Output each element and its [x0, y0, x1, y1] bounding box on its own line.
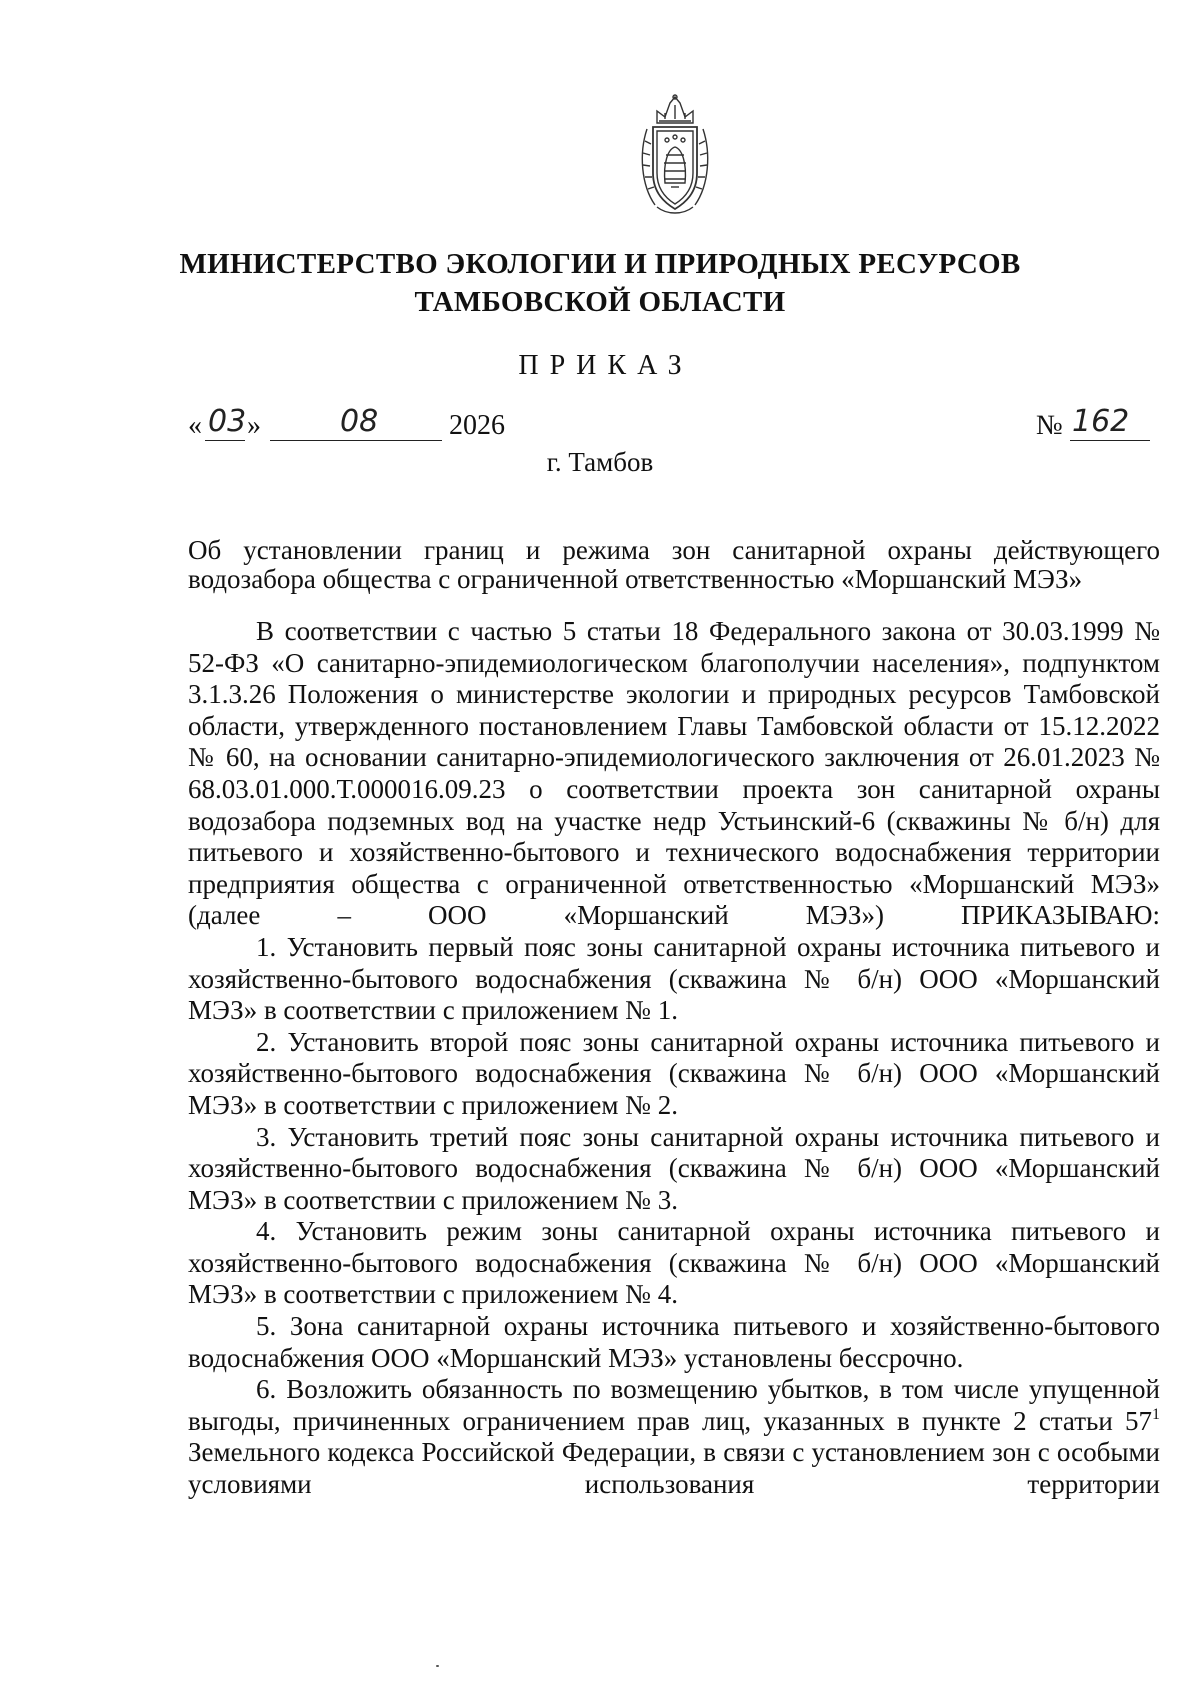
ministry-name-line1: МИНИСТЕРСТВО ЭКОЛОГИИ И ПРИРОДНЫХ РЕСУРСОВ — [179, 248, 1021, 280]
ministry-name-line2: ТАМБОВСКОЙ ОБЛАСТИ — [414, 286, 786, 318]
order-body — [188, 616, 1160, 1501]
order-number: 162 — [1072, 404, 1130, 439]
item-6-superscript: 1 — [1152, 1405, 1160, 1423]
item-5-paragraph: 5. Зона санитарной охраны источника питьевого и хозяйственно-бытового водоснабжения ООО «Моршанский МЭЗ» установлены бессрочно. — [188, 1311, 1160, 1373]
tambov-coat-of-arms-icon — [635, 93, 715, 218]
order-subject: Об установлении границ и режима зон санитарной охраны действующего водозабора общества с ограниченной ответственностью «Моршанский МЭЗ» — [188, 535, 1160, 594]
scan-speck — [436, 1665, 439, 1667]
document-type: ПРИКАЗ — [518, 350, 693, 381]
order-number-label: № — [1036, 410, 1063, 441]
item-6-paragraph — [188, 1374, 1160, 1500]
item-6-text-part1: 6. Возложить обязанность по возмещению убытков, в том числе упущенной выгоды, причиненных ограничением прав лиц, указанных в пункте 2 статьи 57 — [188, 1374, 1160, 1436]
city: г. Тамбов — [546, 447, 654, 477]
month-underline — [270, 440, 442, 441]
date-day: 03 — [208, 404, 247, 439]
date-month: 08 — [340, 404, 379, 439]
date-year: 2026 — [449, 410, 505, 441]
preamble-paragraph: В соответствии с частью 5 статьи 18 Федерального закона от 30.03.1999 № 52-ФЗ «О санитарно-эпидемиологическом благополучии населения», подпунктом 3.1.3.26 Положения о министерстве экологии и природных ресурсов Тамбовской области, утвержденного постановлением Главы Тамбовской области от 15.12.2022 № 60, на основании санитарно-эпидемиологического заключения от 26.01.2023 № 68.03.01.000.Т.000016.09.23 о соответствии проекта зон санитарной охраны водозабора подземных вод на участке недр Устьинский-6 (скважины № б/н) для питьевого и хозяйственно-бытового и технического водоснабжения территории предприятия общества с ограниченной ответственностью «Моршанский МЭЗ» (далее – ООО «Моршанский МЭЗ») ПРИКАЗЫВАЮ: — [188, 616, 1160, 931]
item-3-paragraph: 3. Установить третий пояс зоны санитарной охраны источника питьевого и хозяйственно-бытового водоснабжения (скважина № б/н) ООО «Моршанский МЭЗ» в соответствии с приложением № 3. — [188, 1121, 1160, 1215]
item-6-text-part2: Земельного кодекса Российской Федерации, в связи с установлением зон с особыми условиями использования территории — [188, 1437, 1160, 1500]
item-4-paragraph: 4. Установить режим зоны санитарной охраны источника питьевого и хозяйственно-бытового водоснабжения (скважина № б/н) ООО «Моршанский МЭЗ» в соответствии с приложением № 4. — [188, 1216, 1160, 1310]
day-underline — [205, 440, 245, 441]
date-close-quote: » — [247, 410, 261, 441]
date-open-quote: « — [188, 410, 202, 441]
number-underline — [1070, 440, 1150, 441]
item-1-paragraph: 1. Установить первый пояс зоны санитарной охраны источника питьевого и хозяйственно-бытового водоснабжения (скважина № б/н) ООО «Моршанский МЭЗ» в соответствии с приложением № 1. — [188, 931, 1160, 1026]
item-2-paragraph: 2. Установить второй пояс зоны санитарной охраны источника питьевого и хозяйственно-бытового водоснабжения (скважина № б/н) ООО «Моршанский МЭЗ» в соответствии с приложением № 2. — [188, 1026, 1160, 1120]
